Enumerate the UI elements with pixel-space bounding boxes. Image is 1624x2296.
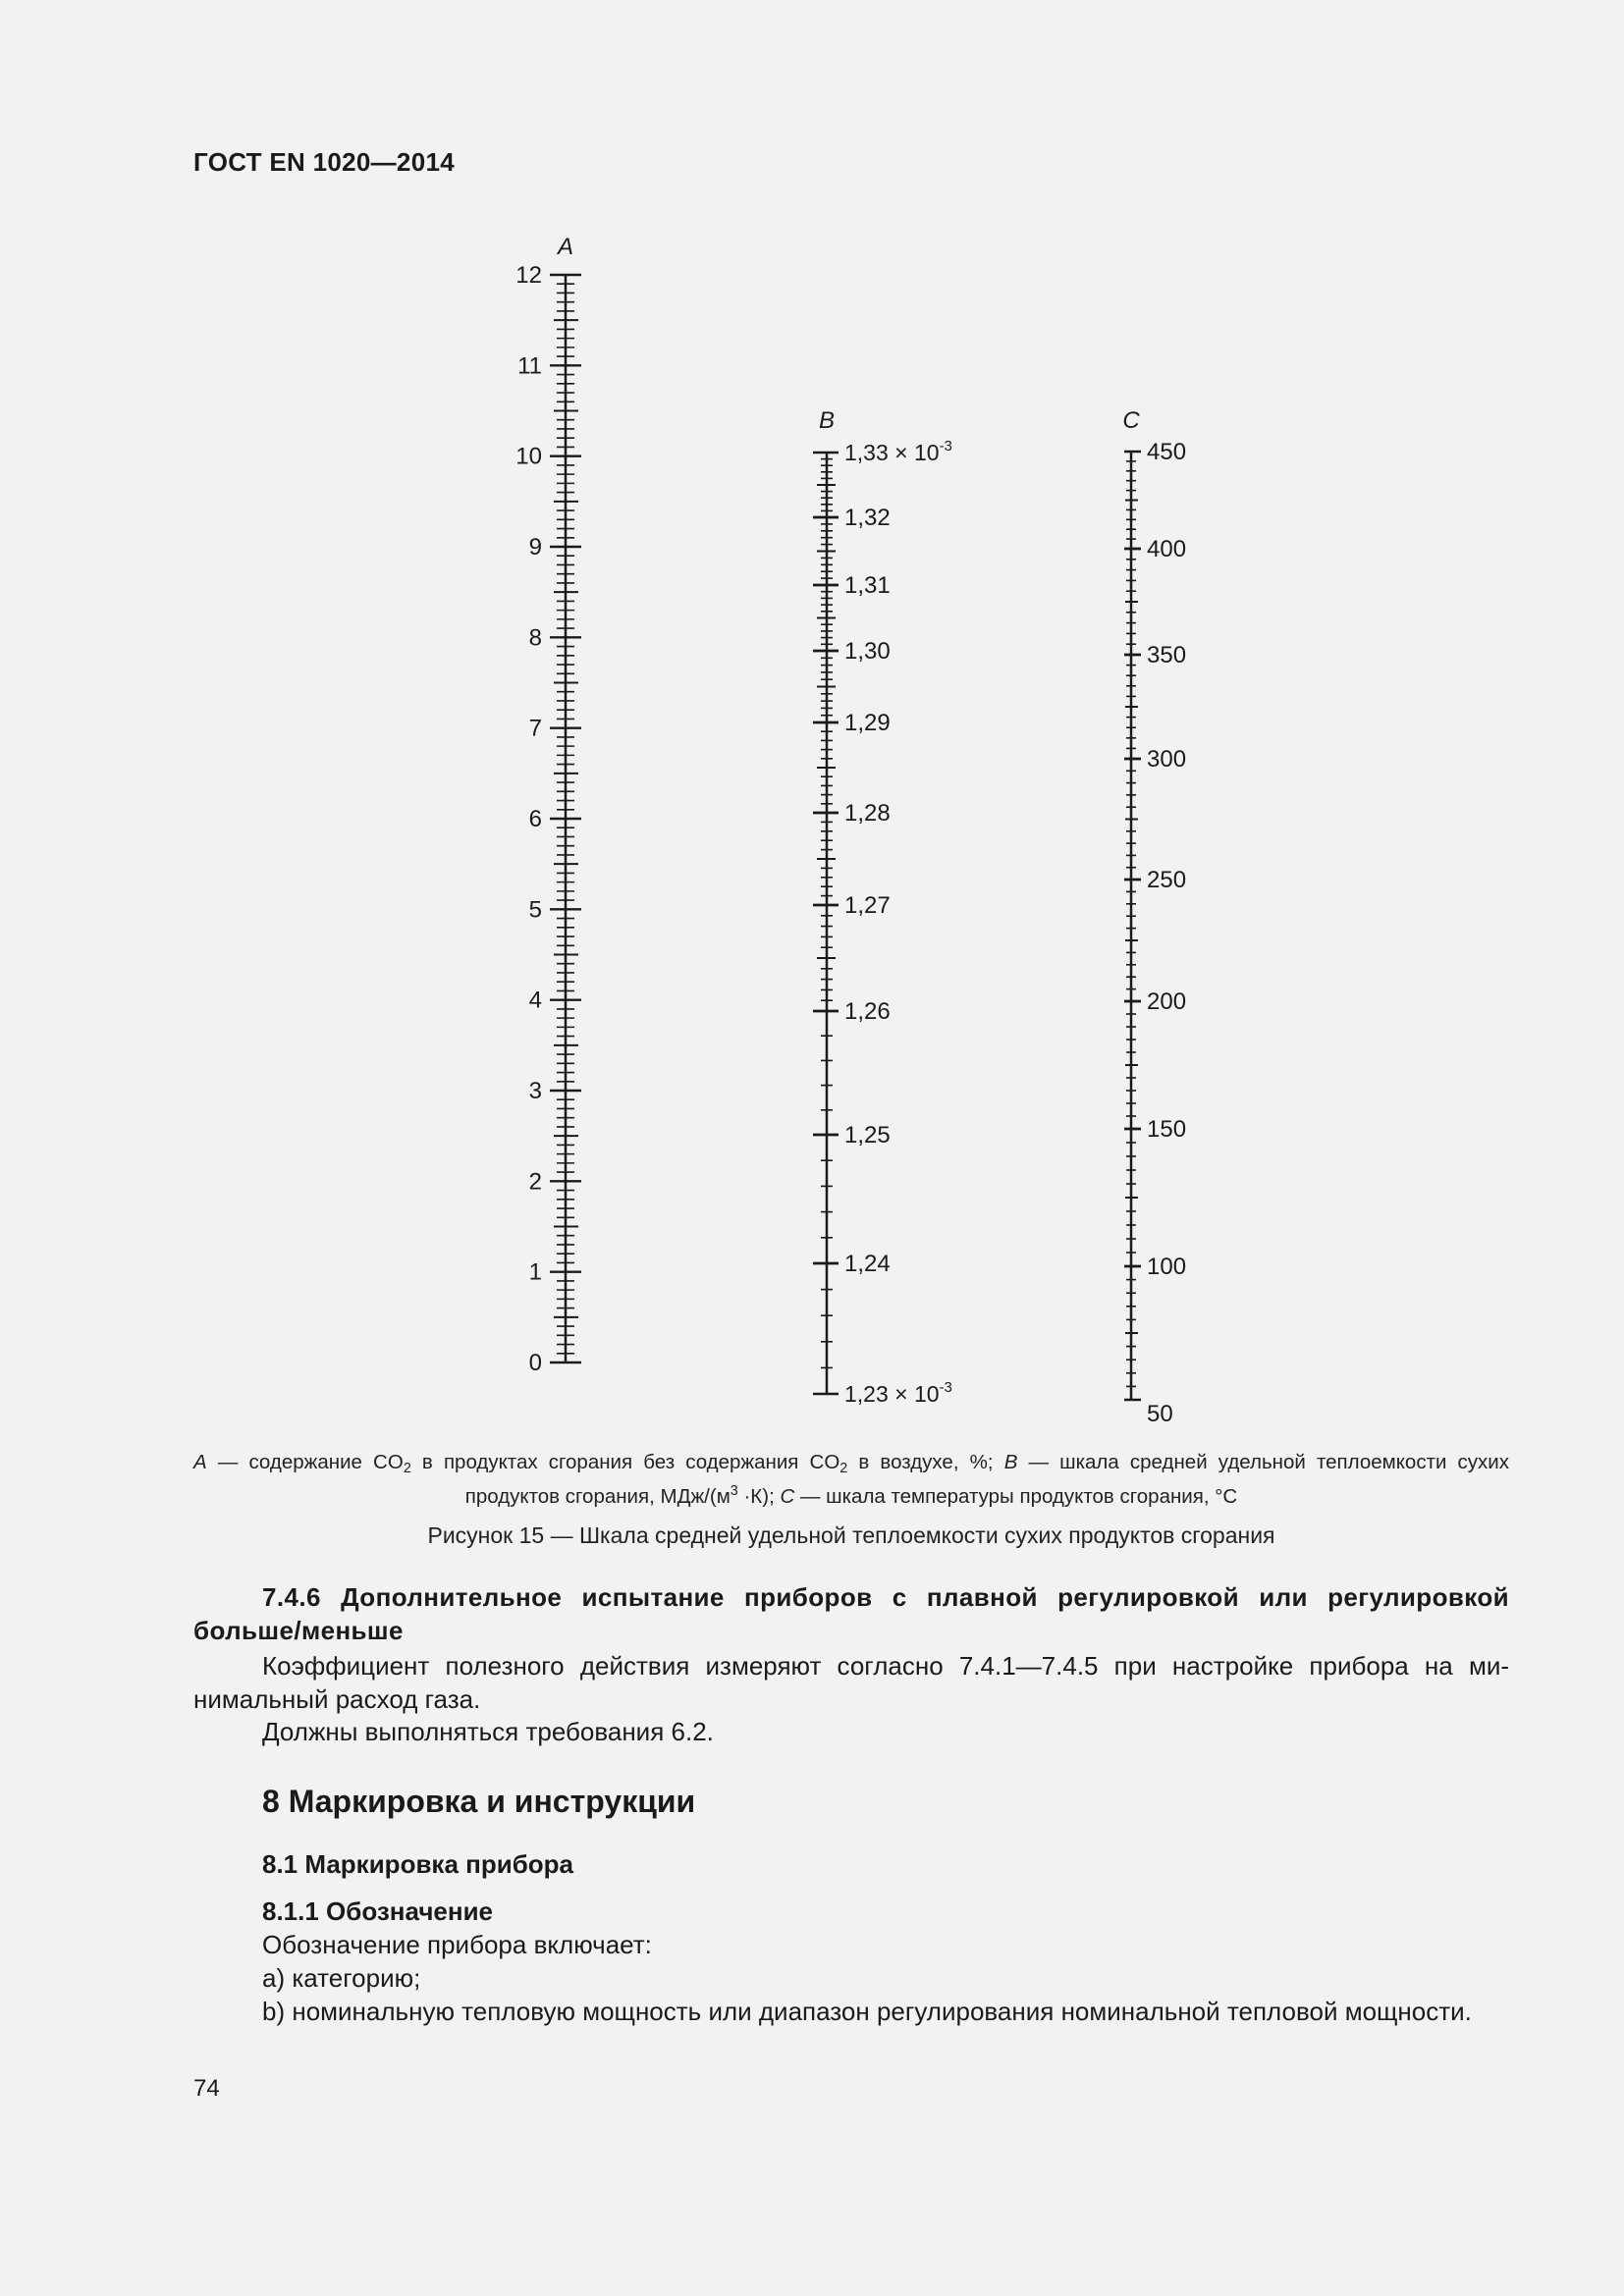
section-7-4-6-heading [193,1580,1509,1647]
scale-a-tick-label: 7 [528,715,542,742]
scale-a-tick-label: 3 [528,1078,542,1104]
section-7-4-6-paragraph-1 [193,1649,1509,1716]
section-8-1-1-paragraph: Обозначение прибора включает: [262,1930,652,1959]
section-7-4-6-heading-line-2: больше/меньше [193,1616,404,1645]
legend-a-text-1: — содержание CO [206,1451,404,1473]
scale-b-tick-label: 1,32 [844,505,891,531]
scale-a-letter: A [557,234,574,260]
scale-a-tick-label: 2 [528,1168,542,1196]
scale-c [1124,439,1186,1427]
scale-b-bottom-mantissa: 1,23 × 10 [844,1381,940,1407]
legend-b-letter: B [1003,1451,1018,1473]
figure-legend-line-2 [193,1477,1509,1511]
scale-b-tick-label: 1,26 [844,998,891,1025]
scale-b-top-exponent: -3 [939,438,952,454]
scale-c-letter: C [1122,407,1140,434]
legend-a-text-2: в продуктах сгорания без содержания CO [410,1451,840,1473]
scale-b-top-mantissa: 1,33 × 10 [844,440,940,465]
legend-c-text: — шкала температуры продуктов сгорания, °С [794,1485,1238,1508]
scale-b-tick-label: 1,27 [844,892,891,919]
scale-c-tick-label: 350 [1147,642,1187,668]
section-7-4-6-heading-line-1: 7.4.6 Дополнительное испытание приборов с плавной регулировкой или регулировкой [262,1582,1509,1612]
section-8-heading: 8 Маркировка и инструкции [262,1784,696,1819]
scale-a-tick-label: 4 [528,987,542,1014]
legend-a-letter: A [193,1451,207,1473]
list-item-b: b) номинальную тепловую мощность или диапазон регулирования номинальной тепловой мощности. [262,1997,1472,2026]
scale-a-tick-label: 1 [528,1258,542,1286]
scale-a-tick-label: 0 [528,1350,542,1376]
legend-sup-3: 3 [730,1483,738,1499]
scale-a-tick-label: 8 [528,624,542,652]
scale-a-tick-label: 12 [515,262,542,289]
scale-b-tick-label: 1,31 [844,572,891,599]
scale-c-tick-label: 150 [1147,1116,1187,1143]
scale-b-tick-label: 1,28 [844,800,891,827]
section-7-4-6-paragraph-1-line-1: Коэффициент полезного действия измеряют согласно 7.4.1—7.4.5 при настройке прибора на ми- [262,1651,1509,1681]
scale-c-tick-label: 50 [1147,1401,1173,1427]
scale-c-tick-label: 300 [1147,746,1187,773]
scale-a-tick-label: 5 [528,896,542,924]
scale-c-tick-label: 250 [1147,867,1187,893]
legend-sub-2a: 2 [403,1461,411,1476]
scale-a-tick-label: 9 [528,534,542,561]
figure-caption: Рисунок 15 — Шкала средней удельной теплоемкости сухих продуктов сгорания [427,1522,1275,1548]
scale-b [813,453,891,1394]
section-8-1-1-heading: 8.1.1 Обозначение [262,1896,494,1926]
scale-b-tick-label: 1,29 [844,710,891,736]
scale-b-top-label [844,438,952,465]
scale-c-tick-label: 450 [1147,439,1187,465]
legend-c-letter: C [780,1485,795,1508]
legend-b-text-1: — шкала средней удельной теплоемкости сухих [1017,1451,1509,1473]
scale-c-tick-label: 200 [1147,988,1187,1015]
scale-a [515,262,581,1376]
scale-a-tick-label: 11 [517,352,542,380]
legend-b-text-2: продуктов сгорания, МДж/(м [464,1485,731,1508]
document-header: ГОСТ EN 1020—2014 [193,147,455,177]
list-item-a: а) категорию; [262,1963,421,1993]
legend-sub-2b: 2 [839,1461,848,1476]
section-7-4-6-paragraph-1-line-2: нимальный расход газа. [193,1684,481,1714]
scale-b-tick-label: 1,30 [844,638,891,665]
scale-b-letter: B [818,407,836,434]
legend-b-text-3: ·К); [737,1485,781,1508]
scale-c-tick-label: 400 [1147,536,1187,562]
scale-b-bottom-exponent: -3 [939,1379,952,1396]
scale-b-bottom-label [844,1379,952,1407]
section-8-1-heading: 8.1 Маркировка прибора [262,1849,573,1879]
scale-b-tick-label: 1,25 [844,1122,891,1148]
page-number: 74 [193,2075,220,2102]
scale-a-tick-label: 10 [515,443,542,470]
scale-b-tick-label: 1,24 [844,1251,891,1277]
scale-c-tick-label: 100 [1147,1254,1187,1280]
legend-a-text-3: в воздухе, %; [847,1451,1004,1473]
section-7-4-6-paragraph-2: Должны выполняться требования 6.2. [262,1717,714,1746]
scale-a-tick-label: 6 [528,806,542,832]
